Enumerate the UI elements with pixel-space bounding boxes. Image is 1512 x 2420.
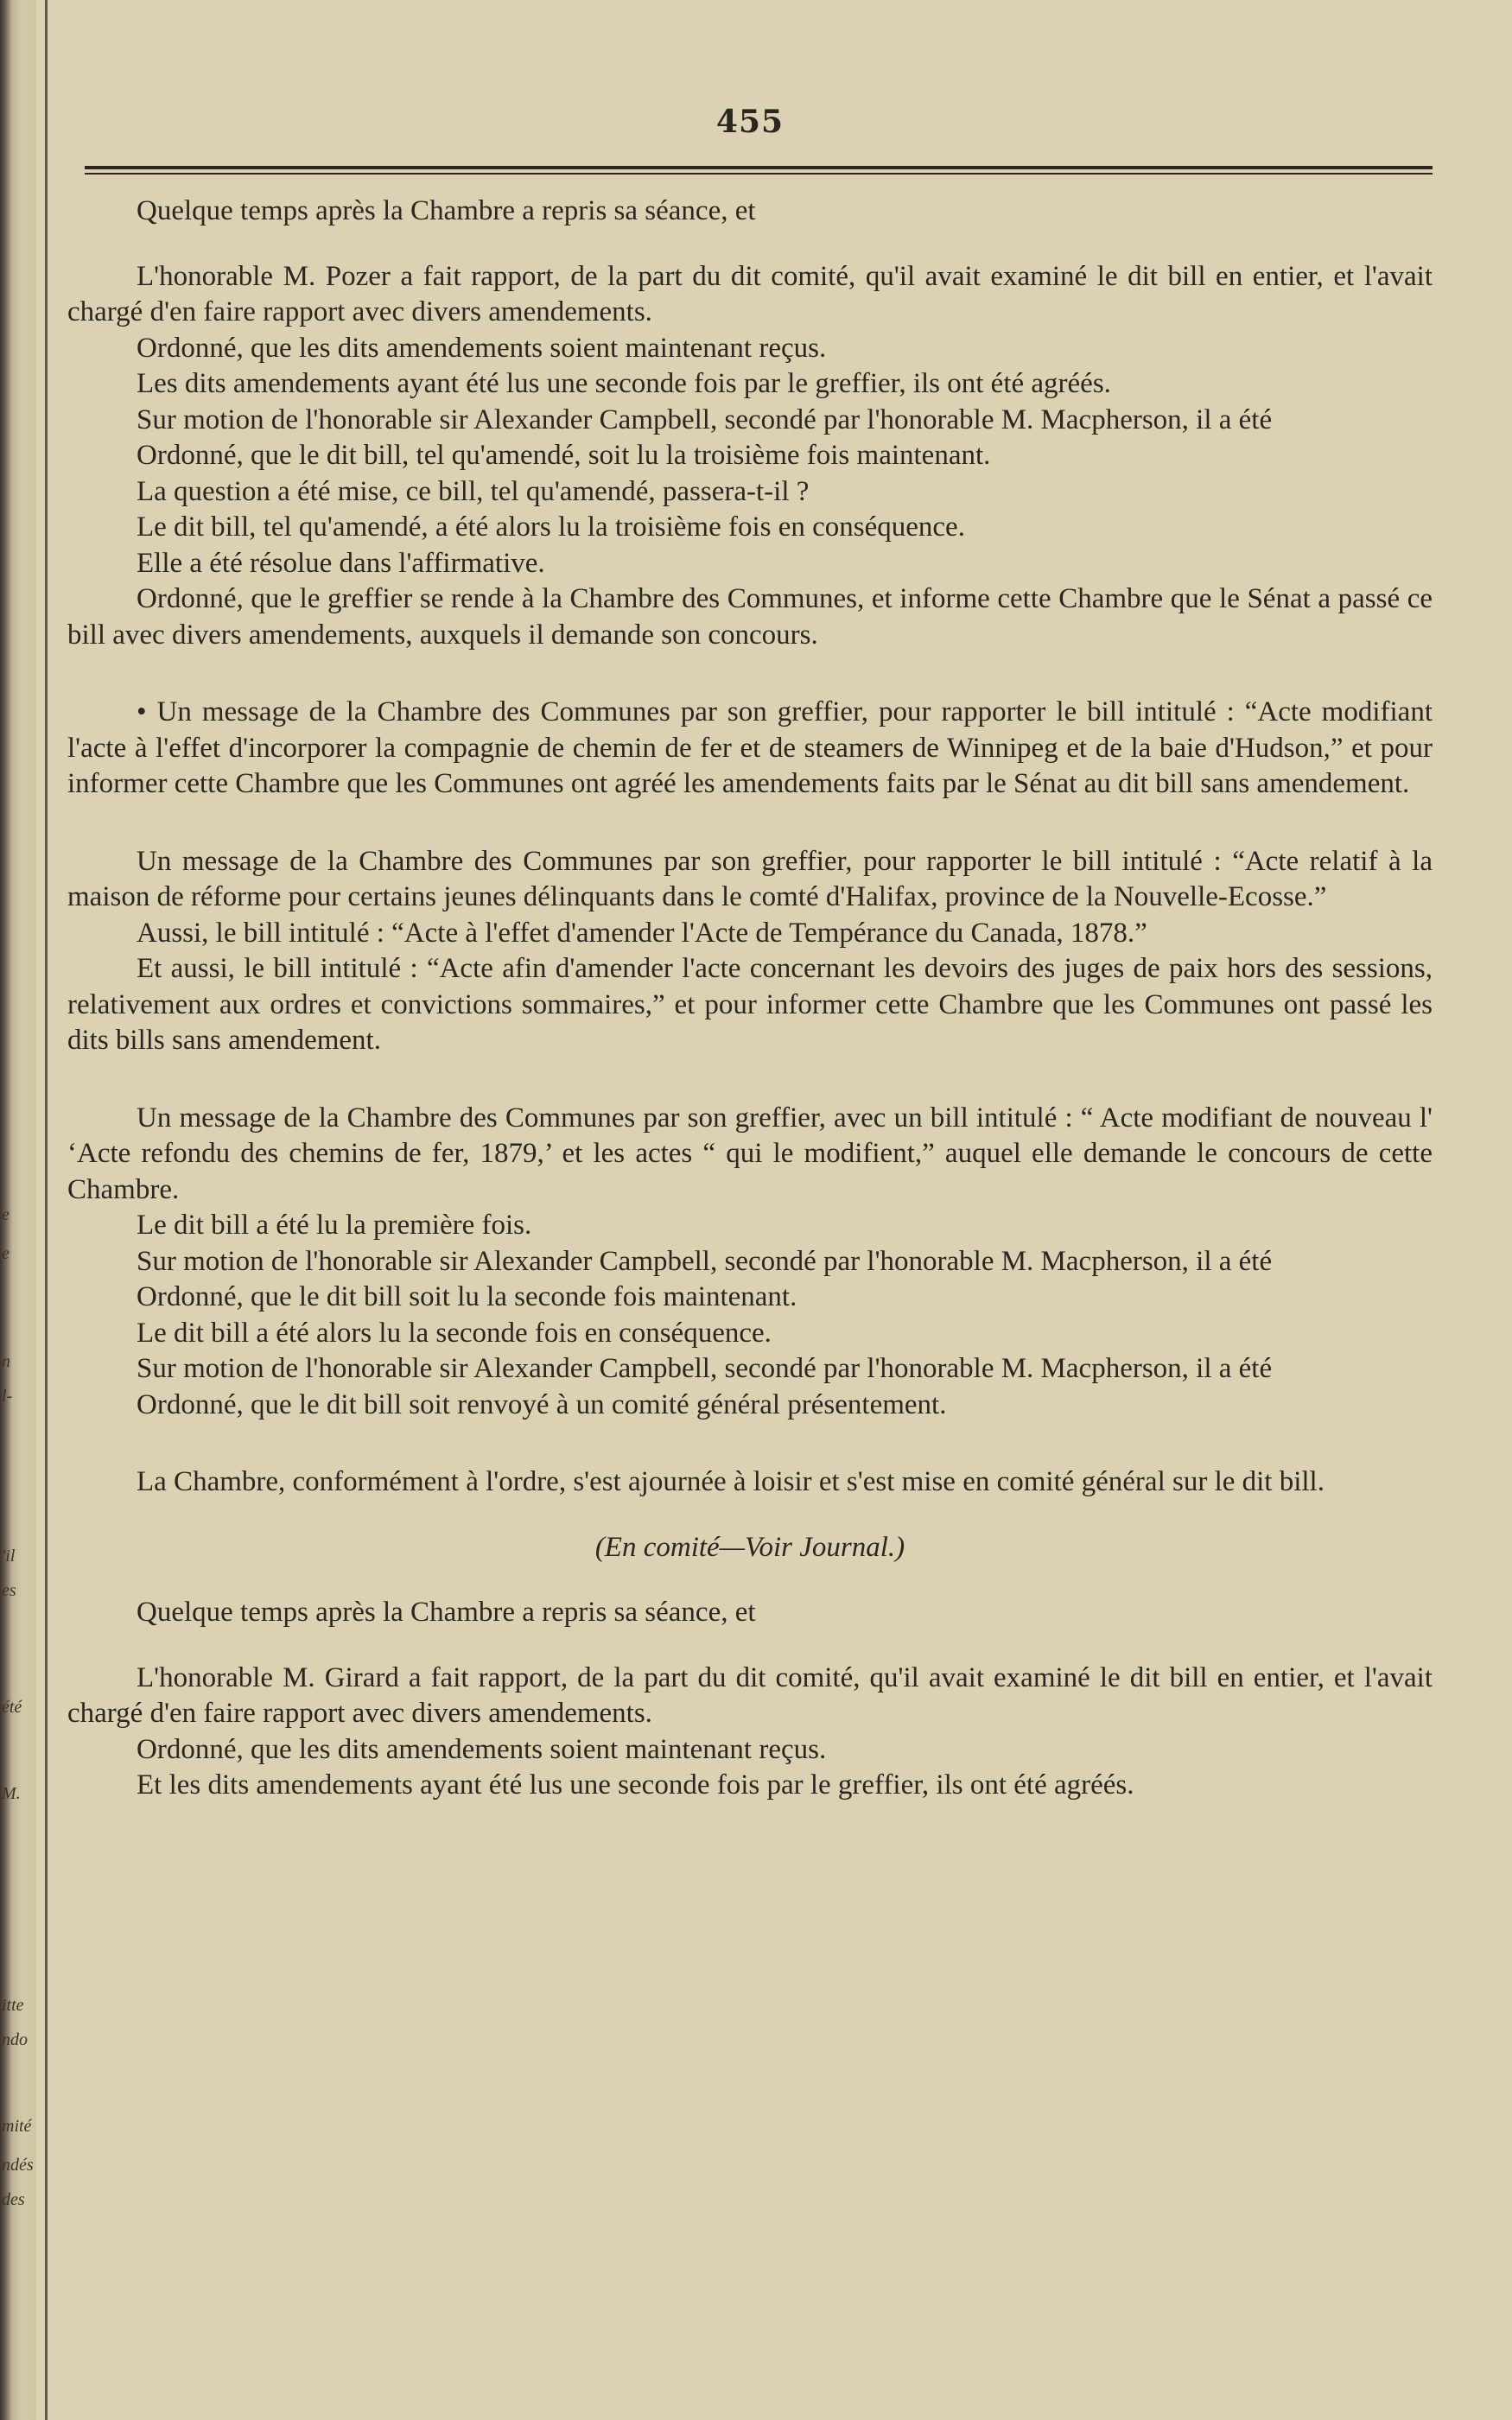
header-rule-thick bbox=[85, 166, 1433, 169]
margin-fragment: M. bbox=[2, 1784, 21, 1803]
paragraph-gap bbox=[67, 1059, 1433, 1101]
paragraph: Quelque temps après la Chambre a repris sa séance, et bbox=[137, 195, 756, 226]
paragraph-gap bbox=[67, 1566, 1433, 1595]
paragraph-gap bbox=[67, 803, 1433, 844]
paragraph: Aussi, le bill intitulé : “Acte à l'effet d'amender l'Acte de Tempérance du Canada, 1878.” bbox=[137, 917, 1147, 949]
paragraph: Elle a été résolue dans l'affirmative. bbox=[137, 547, 545, 579]
margin-fragment: e bbox=[2, 1205, 10, 1224]
margin-fragment: ndo bbox=[2, 2030, 28, 2049]
header-rule bbox=[67, 159, 1433, 194]
paragraph: Ordonné, que les dits amendements soient maintenant reçus. bbox=[137, 332, 827, 364]
paragraph: Ordonné, que le dit bill, tel qu'amendé, soit lu la troisième fois maintenant. bbox=[137, 440, 991, 471]
paragraph: (En comité—Voir Journal.) bbox=[594, 1531, 905, 1563]
margin-fragment: l- bbox=[2, 1387, 13, 1406]
body-text bbox=[67, 194, 1433, 1804]
paragraph-gap bbox=[67, 1501, 1433, 1530]
header-rule-thin bbox=[85, 173, 1433, 175]
paragraph: • Un message de la Chambre des Communes par son greffier, pour rapporter le bill intitulé : “Acte modifiant l'acte à l'effet d'incorporer la compagnie de chemin de fer et de steamers de Winnipeg et de la baie d'Hudson,” et pour informer cette Chambre que les Communes ont agréé les amendements faits par le Sénat au dit bill sans amendement. bbox=[67, 696, 1433, 799]
paragraph: Les dits amendements ayant été lus une seconde fois par le greffier, ils ont été agréés. bbox=[137, 368, 1111, 399]
paragraph: La question a été mise, ce bill, tel qu'amendé, passera-t-il ? bbox=[137, 475, 810, 507]
margin-fragment: e bbox=[2, 1244, 10, 1263]
paragraph: Ordonné, que le dit bill soit lu la seconde fois maintenant. bbox=[137, 1281, 797, 1312]
gutter-line bbox=[45, 0, 48, 2420]
paragraph-gap bbox=[67, 230, 1433, 259]
page-number: 455 bbox=[715, 104, 785, 140]
margin-fragment: été bbox=[2, 1698, 22, 1717]
margin-fragment: des bbox=[2, 2190, 25, 2209]
paragraph: Le dit bill, tel qu'amendé, a été alors lu la troisième fois en conséquence. bbox=[137, 511, 965, 543]
paragraph: Ordonné, que les dits amendements soient maintenant reçus. bbox=[137, 1733, 827, 1765]
margin-fragment: n bbox=[2, 1352, 10, 1371]
paragraph: L'honorable M. Pozer a fait rapport, de la part du dit comité, qu'il avait examiné le dit bill en entier, et l'avait chargé d'en faire rapport avec divers amendements. bbox=[67, 260, 1433, 327]
paragraph: Sur motion de l'honorable sir Alexander Campbell, secondé par l'honorable M. Macpherson, il a été bbox=[137, 1245, 1273, 1277]
paragraph: Et les dits amendements ayant été lus une seconde fois par le greffier, ils ont été agréés. bbox=[137, 1769, 1134, 1801]
paragraph-gap bbox=[67, 653, 1433, 695]
paragraph: Le dit bill a été alors lu la seconde fois en conséquence. bbox=[137, 1317, 772, 1349]
document-page bbox=[67, 104, 1433, 1804]
paragraph: Ordonné, que le dit bill soit renvoyé à un comité général présentement. bbox=[137, 1388, 947, 1420]
margin-fragment: es bbox=[2, 1581, 16, 1600]
margin-fragment: ndés bbox=[2, 2156, 34, 2175]
paragraph: Et aussi, le bill intitulé : “Acte afin d'amender l'acte concernant les devoirs des juges de paix hors des sessions, relativement aux ordres et convictions sommaires,” et pour informer cette Chambre que les Communes ont passé les dits bills sans amendement. bbox=[67, 953, 1433, 1056]
paragraph: Sur motion de l'honorable sir Alexander Campbell, secondé par l'honorable M. Macpherson, il a été bbox=[137, 1353, 1273, 1384]
paragraph: Un message de la Chambre des Communes par son greffier, pour rapporter le bill intitulé : “Acte relatif à la maison de réforme pour certains jeunes délinquants dans le comté d'Halifax, province de la Nouvelle-Ecosse.” bbox=[67, 845, 1433, 912]
paragraph: La Chambre, conformément à l'ordre, s'est ajournée à loisir et s'est mise en comité général sur le dit bill. bbox=[137, 1466, 1325, 1497]
paragraph: L'honorable M. Girard a fait rapport, de la part du dit comité, qu'il avait examiné le dit bill en entier, et l'avait chargé d'en faire rapport avec divers amendements. bbox=[67, 1661, 1433, 1729]
margin-fragment: 'il bbox=[2, 1547, 16, 1566]
paragraph: Sur motion de l'honorable sir Alexander Campbell, secondé par l'honorable M. Macpherson, il a été bbox=[137, 403, 1273, 435]
margin-fragment: itte bbox=[2, 1996, 24, 2015]
paragraph: Quelque temps après la Chambre a repris sa séance, et bbox=[137, 1597, 756, 1628]
paragraph: Le dit bill a été lu la première fois. bbox=[137, 1210, 532, 1241]
paragraph-gap bbox=[67, 1631, 1433, 1661]
margin-fragment: mité bbox=[2, 2117, 32, 2136]
paragraph-gap bbox=[67, 1423, 1433, 1464]
paragraph: Un message de la Chambre des Communes par son greffier, avec un bill intitulé : “ Acte modifiant de nouveau l' ‘Acte refondu des chemins de fer, 1879,’ et les actes “ qui le modifient,” auquel elle demande le concours de cette Chambre. bbox=[67, 1102, 1433, 1205]
paragraph: Ordonné, que le greffier se rende à la Chambre des Communes, et informe cette Chambre que le Sénat a passé ce bill avec divers amendements, auxquels il demande son concours. bbox=[67, 583, 1433, 651]
